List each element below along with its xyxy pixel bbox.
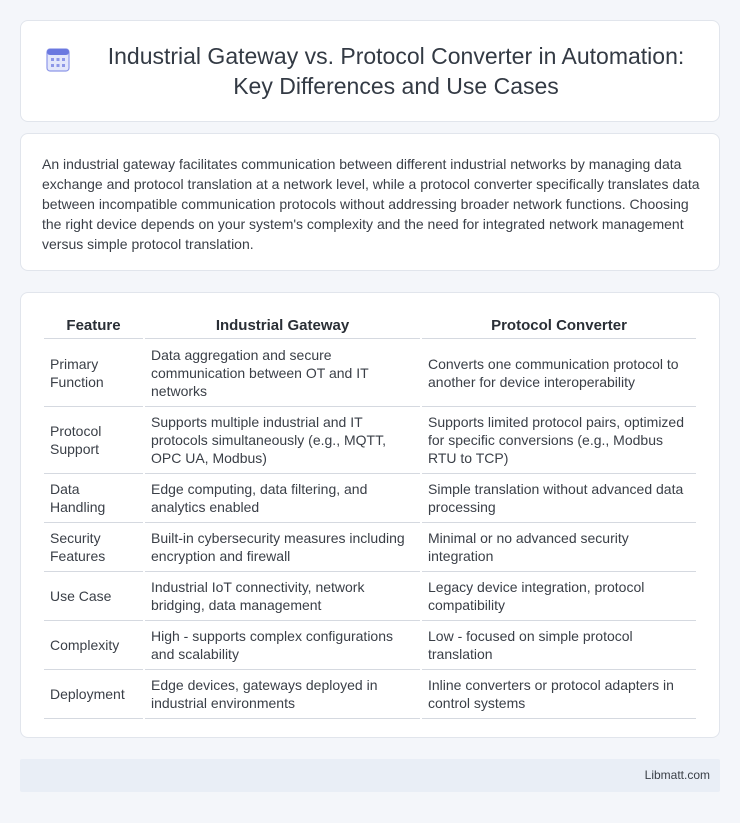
- gateway-cell: Edge computing, data filtering, and analytics enabled: [145, 474, 420, 523]
- table-row: [44, 339, 696, 407]
- comparison-card: [20, 292, 720, 738]
- converter-cell: Simple translation without advanced data processing: [422, 474, 696, 523]
- comparison-table: [42, 313, 698, 719]
- table-row: [44, 621, 696, 670]
- feature-cell: Deployment: [44, 670, 143, 719]
- footer: [20, 759, 720, 792]
- page-title: Industrial Gateway vs. Protocol Converter in Automation: Key Differences and Use Cases: [107, 43, 685, 99]
- gateway-cell: Built-in cybersecurity measures including encryption and firewall: [145, 523, 420, 572]
- column-header-industrial-gateway: Industrial Gateway: [145, 313, 420, 339]
- converter-cell: Converts one communication protocol to another for device interoperability: [422, 339, 696, 407]
- table-row: [44, 474, 696, 523]
- feature-cell: Data Handling: [44, 474, 143, 523]
- column-header-feature: Feature: [44, 313, 143, 339]
- converter-cell: Legacy device integration, protocol compatibility: [422, 572, 696, 621]
- table-row: [44, 407, 696, 474]
- document-icon: [44, 46, 72, 74]
- column-header-protocol-converter: Protocol Converter: [422, 313, 696, 339]
- gateway-cell: Industrial IoT connectivity, network bridging, data management: [145, 572, 420, 621]
- gateway-cell: High - supports complex configurations and scalability: [145, 621, 420, 670]
- footer-site-name[interactable]: Libmatt.com: [644, 768, 710, 782]
- converter-cell: Supports limited protocol pairs, optimized for specific conversions (e.g., Modbus RTU to TCP): [422, 407, 696, 474]
- gateway-cell: Edge devices, gateways deployed in industrial environments: [145, 670, 420, 719]
- feature-cell: Security Features: [44, 523, 143, 572]
- converter-cell: Minimal or no advanced security integration: [422, 523, 696, 572]
- header-card: [20, 20, 720, 122]
- gateway-cell: Data aggregation and secure communication between OT and IT networks: [145, 339, 420, 407]
- feature-cell: Complexity: [44, 621, 143, 670]
- table-row: [44, 670, 696, 719]
- intro-paragraph: An industrial gateway facilitates communication between different industrial networks by managing data exchange and protocol translation at a network level, while a protocol converter specifically translates data between incompatible communication protocols without addressing broader network functions. Choosing the right device depends on your system's complexity and the need for integrated network management versus simple protocol translation.: [42, 156, 700, 252]
- feature-cell: Primary Function: [44, 339, 143, 407]
- converter-cell: Low - focused on simple protocol translation: [422, 621, 696, 670]
- table-row: [44, 572, 696, 621]
- table-header-row: [44, 313, 696, 339]
- feature-cell: Use Case: [44, 572, 143, 621]
- converter-cell: Inline converters or protocol adapters in control systems: [422, 670, 696, 719]
- feature-cell: Protocol Support: [44, 407, 143, 474]
- intro-card: [20, 133, 720, 271]
- table-row: [44, 523, 696, 572]
- gateway-cell: Supports multiple industrial and IT protocols simultaneously (e.g., MQTT, OPC UA, Modbus): [145, 407, 420, 474]
